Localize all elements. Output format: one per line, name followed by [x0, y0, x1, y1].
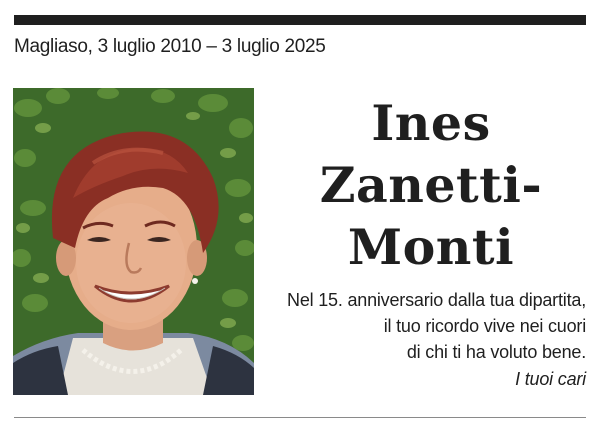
dateline: Magliaso, 3 luglio 2010 – 3 luglio 2025 — [14, 36, 326, 57]
name-line: Ines — [371, 94, 491, 152]
message-line: Nel 15. anniversario dalla tua dipartita, — [287, 290, 586, 310]
signature: I tuoi cari — [515, 369, 586, 389]
remembrance-message — [270, 287, 586, 392]
top-rule — [14, 15, 586, 25]
name-line: Monti — [347, 218, 515, 276]
deceased-name — [276, 92, 586, 278]
bottom-rule — [14, 417, 586, 418]
portrait-photo — [13, 88, 254, 395]
name-line: Zanetti- — [319, 156, 543, 214]
message-line: di chi ti ha voluto bene. — [406, 342, 586, 362]
message-line: il tuo ricordo vive nei cuori — [383, 316, 586, 336]
